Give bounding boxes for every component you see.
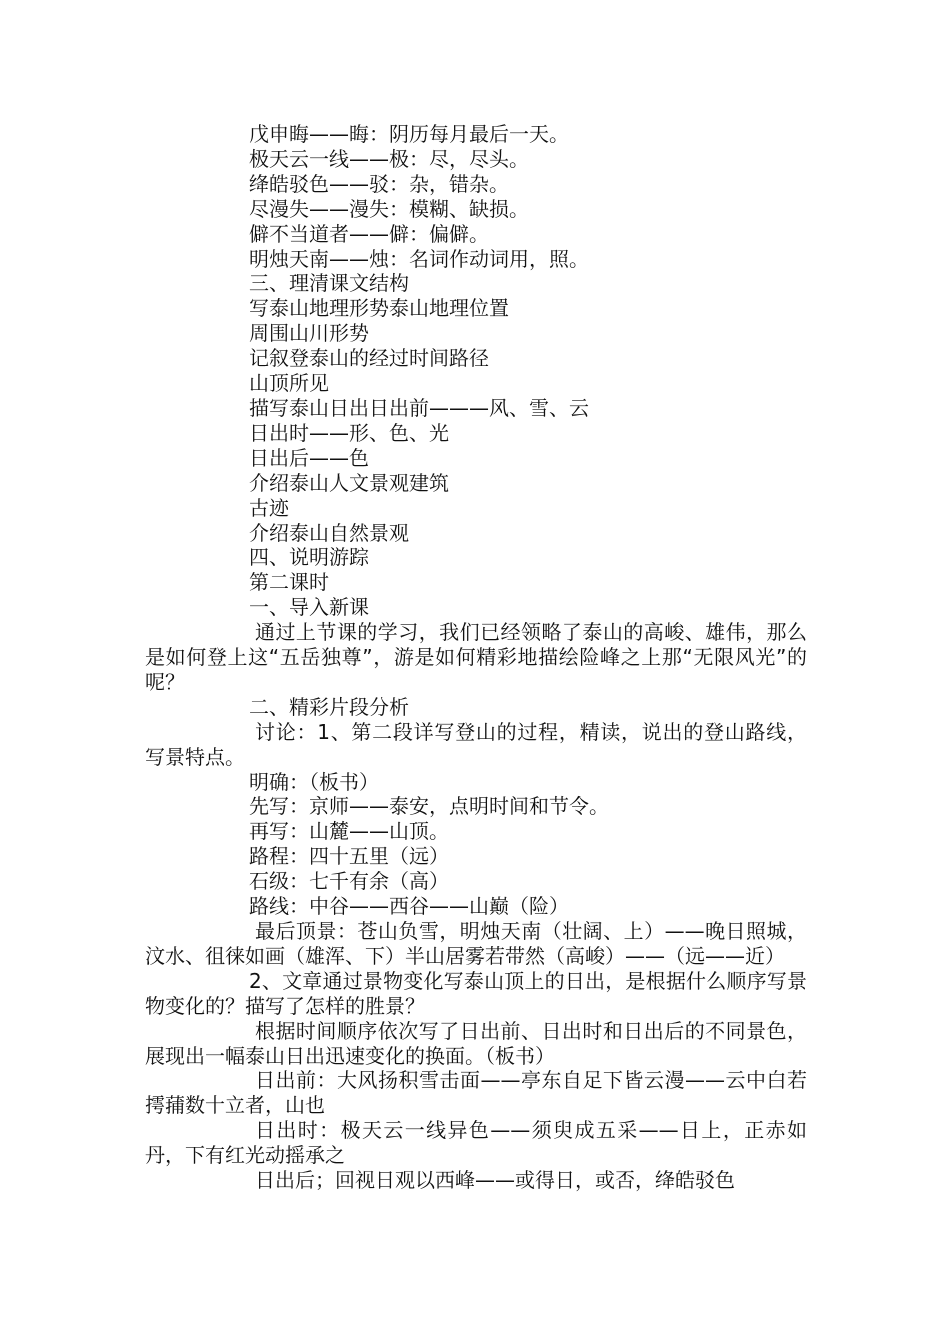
vocab-line-2: 极天云一线——极：尽，尽头。	[249, 146, 529, 171]
route-line-3: 再写：山麓——山顶。	[249, 819, 449, 844]
structure-line-8: 介绍泰山人文景观建筑	[249, 470, 449, 495]
structure-line-4: 山顶所见	[249, 371, 329, 396]
document-body	[145, 122, 807, 1193]
structure-line-6: 日出时——形、色、光	[249, 420, 449, 445]
structure-line-10: 介绍泰山自然景观	[249, 520, 409, 545]
vocab-line-6: 明烛天南——烛：名词作动词用，照。	[249, 246, 589, 271]
route-line-4: 路程：四十五里（远）	[249, 844, 449, 869]
route-line-1: 明确：（板书）	[249, 769, 379, 794]
route-line-2: 先写：京师——泰安，点明时间和节令。	[249, 794, 609, 819]
paragraph-before-sunrise: 日出前：大风扬积雪击面——亭东自足下皆云漫——云中白若摴蒱数十立者，山也	[145, 1068, 807, 1118]
section-heading-analysis: 二、精彩片段分析	[249, 694, 409, 719]
paragraph-question-2: 2、文章通过景物变化写泰山顶上的日出，是根据什么顺序写景物变化的？描写了怎样的胜景？	[145, 968, 807, 1018]
structure-line-7: 日出后——色	[249, 445, 369, 470]
structure-line-2: 周围山川形势	[249, 321, 369, 346]
vocab-line-1: 戊申晦——晦：阴历每月最后一天。	[249, 122, 569, 146]
structure-line-9: 古迹	[249, 495, 289, 520]
lesson-heading: 第二课时	[249, 570, 329, 595]
section-heading-intro: 一、导入新课	[249, 595, 369, 620]
paragraph-summit-view: 最后顶景：苍山负雪，明烛天南（壮阔、上）——晚日照城，汶水、徂徕如画（雄浑、下）半山居雾若带然（高峻）——（远——近）	[145, 919, 807, 968]
paragraph-intro: 通过上节课的学习，我们已经领略了泰山的高峻、雄伟，那么是如何登上这“五岳独尊”，游是如何精彩地描绘险峰之上那“无限风光”的呢？	[145, 620, 807, 694]
route-line-5: 石级：七千有余（高）	[249, 869, 449, 894]
vocab-line-5: 僻不当道者——僻：偏僻。	[249, 221, 489, 246]
structure-line-1: 写泰山地理形势泰山地理位置	[249, 296, 509, 321]
structure-line-3: 记叙登泰山的经过时间路径	[249, 346, 489, 371]
vocab-line-4: 尽漫失——漫失：模糊、缺损。	[249, 196, 529, 221]
route-line-6: 路线：中谷——西谷——山巅（险）	[249, 894, 569, 919]
section-heading-route: 四、说明游踪	[249, 545, 369, 570]
vocab-line-3: 绛皓驳色——驳：杂，错杂。	[249, 171, 509, 196]
section-heading-structure: 三、理清课文结构	[249, 271, 409, 296]
paragraph-answer-2: 根据时间顺序依次写了日出前、日出时和日出后的不同景色，展现出一幅泰山日出迅速变化的换面。（板书）	[145, 1018, 807, 1068]
paragraph-discussion: 讨论：1、第二段详写登山的过程，精读，说出的登山路线，写景特点。	[145, 719, 807, 769]
structure-line-5: 描写泰山日出日出前———风、雪、云	[249, 395, 589, 420]
paragraph-during-sunrise: 日出时：极天云一线异色——须臾成五采——日上，正赤如丹，下有红光动摇承之	[145, 1118, 807, 1168]
paragraph-after-sunrise: 日出后；回视日观以西峰——或得日，或否，绛皓驳色	[255, 1168, 735, 1193]
